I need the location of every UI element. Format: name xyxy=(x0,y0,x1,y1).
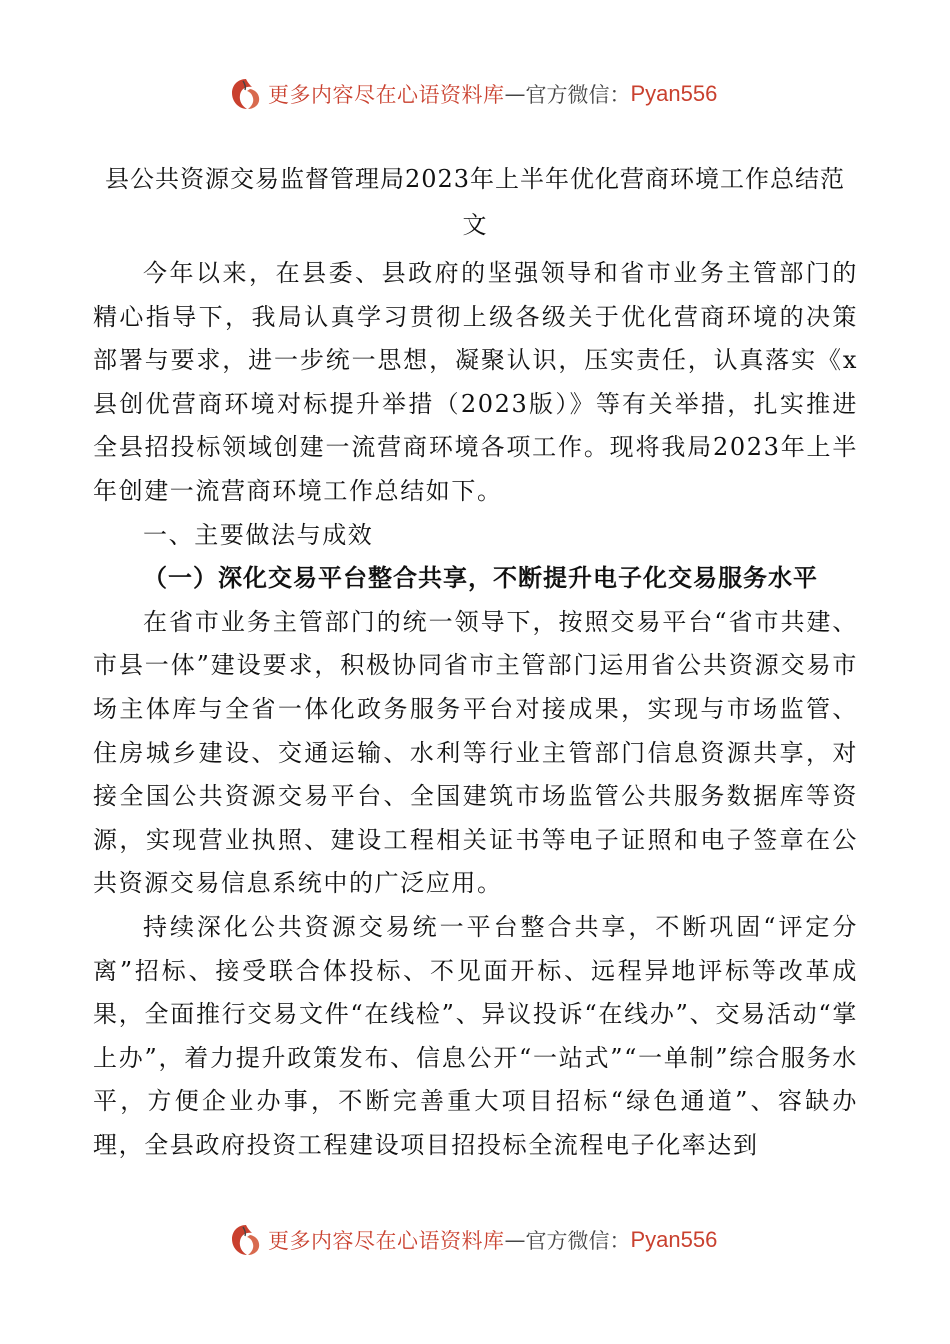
banner-separator: — xyxy=(504,82,526,106)
section-heading: 一、主要做法与成效 xyxy=(143,520,374,549)
document-body xyxy=(93,252,858,1167)
banner-text: 更多内容尽在心语资料库 xyxy=(268,83,505,107)
intro-paragraph: 今年以来，在县委、县政府的坚强领导和省市业务主管部门的精心指导下，我局认真学习贯彻上级各级关于优化营商环境的决策部署与要求，进一步统一思想，凝聚认识，压实责任，认真落实《x县创优营商环境对标提升举措（2023版）》等有关举措，扎实推进全县招投标领域创建一流营商环境各项工作。现将我局2023年上半年创建一流营商环境工作总结如下。 xyxy=(93,259,858,505)
banner-wechat-id: Pyan556 xyxy=(630,1227,718,1252)
footer-banner xyxy=(0,1216,950,1260)
logo-icon xyxy=(228,76,264,112)
banner-wechat-id: Pyan556 xyxy=(630,81,718,106)
logo-icon xyxy=(228,1222,264,1258)
banner-text: 更多内容尽在心语资料库 xyxy=(268,1229,505,1253)
body-paragraph: 持续深化公共资源交易统一平台整合共享，不断巩固“评定分离”招标、接受联合体投标、不见面开标、远程异地评标等改革成果，全面推行交易文件“在线检”、异议投诉“在线办”、交易活动“掌上办”，着力提升政策发布、信息公开“一站式”“一单制”综合服务水平，方便企业办事，不断完善重大项目招标“绿色通道”、容缺办理，全县政府投资工程建设项目招投标全流程电子化率达到 xyxy=(93,912,858,1159)
body-paragraph: 在省市业务主管部门的统一领导下，按照交易平台“省市共建、市县一体”建设要求，积极协同省市主管部门运用省公共资源交易市场主体库与全省一体化政务服务平台对接成果，实现与市场监管、住房城乡建设、交通运输、水利等行业主管部门信息资源共享，对接全国公共资源交易平台、全国建筑市场监管公共服务数据库等资源，实现营业执照、建设工程相关证书等电子证照和电子签章在公共资源交易信息系统中的广泛应用。 xyxy=(93,607,858,898)
title-line-1: 县公共资源交易监督管理局2023年上半年优化营商环境工作总结范 xyxy=(104,165,846,193)
banner-wechat-label: 官方微信： xyxy=(525,83,631,107)
title-line-2: 文 xyxy=(462,211,488,239)
header-banner xyxy=(0,70,950,114)
banner-separator: — xyxy=(504,1228,526,1252)
subsection-heading: （一）深化交易平台整合共享，不断提升电子化交易服务水平 xyxy=(143,564,818,593)
banner-wechat-label: 官方微信： xyxy=(525,1229,631,1253)
document-title xyxy=(95,156,855,248)
